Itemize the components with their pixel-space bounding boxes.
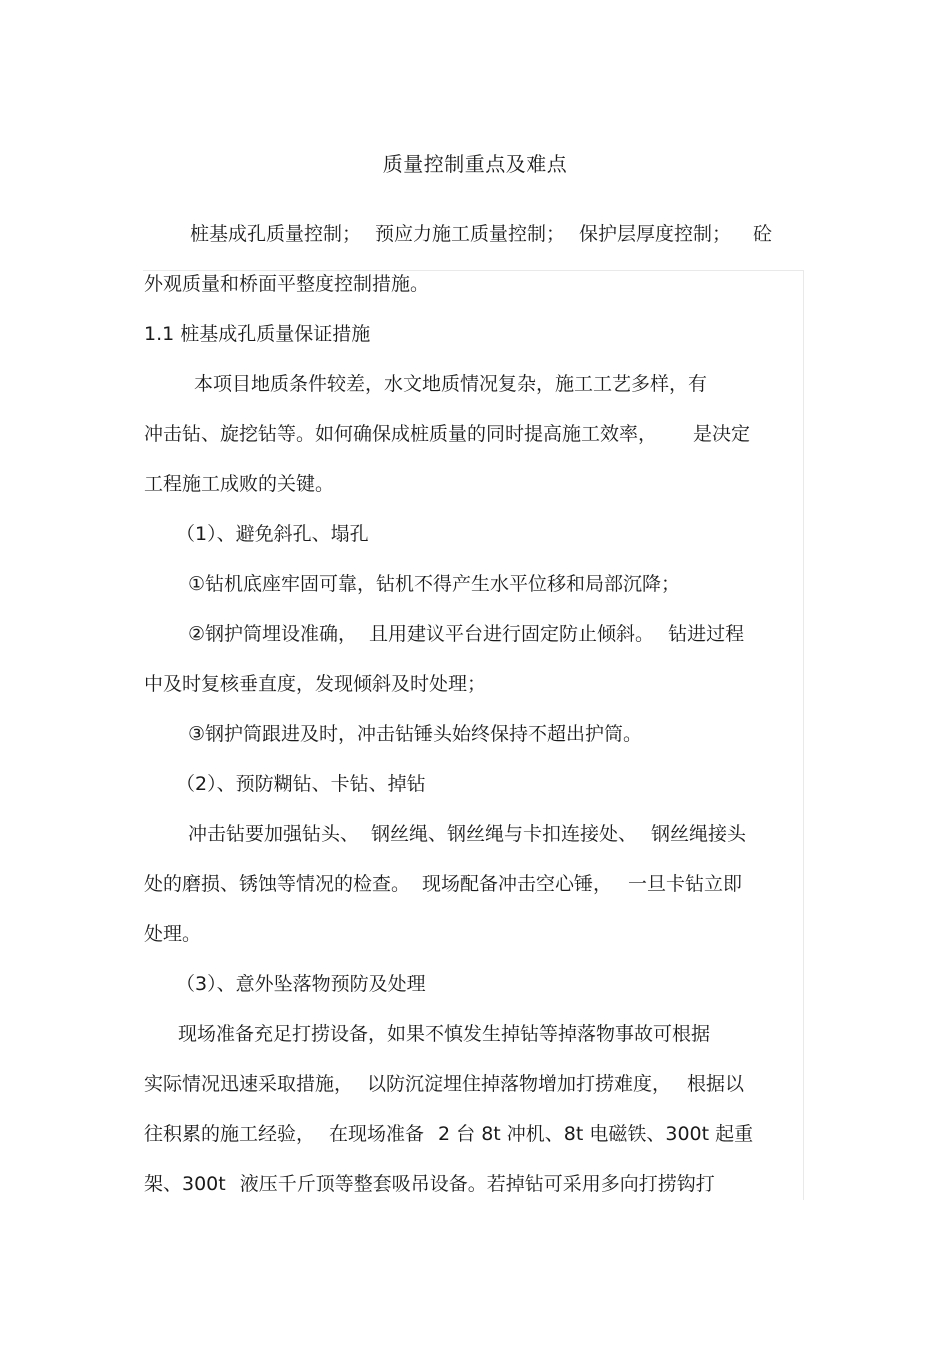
text-segment: 以防沉淀埋住掉落物增加打捞难度， xyxy=(367,1073,672,1095)
paragraph-line xyxy=(190,222,772,246)
paragraph-line xyxy=(144,1072,744,1096)
text-segment: 且用建议平台进行固定防止倾斜。 xyxy=(369,623,655,645)
paragraph-line xyxy=(144,872,742,896)
text-segment: 液压千斤顶等整套吸吊设备。若掉钻可采用多向打捞钩打 xyxy=(239,1173,715,1195)
text-segment: 2 台 8t 冲机、8t 电磁铁、300t 起重 xyxy=(438,1123,754,1145)
text-segment: 钢丝绳、钢丝绳与卡扣连接处、 xyxy=(371,823,638,845)
paragraph-line xyxy=(144,422,750,446)
text-segment: 根据以 xyxy=(687,1073,745,1095)
document-title: 质量控制重点及难点 xyxy=(382,152,568,176)
text-segment: 一旦卡钻立即 xyxy=(628,873,743,895)
text-segment: 钢丝绳接头 xyxy=(651,823,747,845)
paragraph-line xyxy=(188,822,746,846)
text-segment: 冲击钻、旋挖钻等。如何确保成桩质量的同时提高施工效率， xyxy=(144,423,658,445)
text-segment: 钻进过程 xyxy=(668,623,745,645)
text-segment: 中及时复核垂直度，发现倾斜及时处理； xyxy=(144,673,487,695)
text-segment: 保护层厚度控制； xyxy=(579,223,732,245)
paragraph-line xyxy=(188,622,744,646)
text-segment: 本项目地质条件较差，水文地质情况复杂，施工工艺多样，有 xyxy=(194,373,708,395)
text-segment: （3）、意外坠落物预防及处理 xyxy=(176,973,426,995)
text-segment: 1.1 桩基成孔质量保证措施 xyxy=(144,323,371,345)
text-segment: 处理。 xyxy=(144,923,202,945)
paragraph-line xyxy=(144,1172,715,1196)
subsection-heading xyxy=(176,522,369,546)
text-segment: 桩基成孔质量控制； xyxy=(190,223,362,245)
text-segment: （2）、预防糊钻、卡钻、掉钻 xyxy=(176,773,426,795)
text-segment: 工程施工成败的关键。 xyxy=(144,473,335,495)
paragraph-line xyxy=(188,722,642,746)
paragraph-line xyxy=(194,372,707,396)
subsection-heading xyxy=(176,972,426,996)
section-heading xyxy=(144,322,370,346)
text-segment: 在现场准备 xyxy=(329,1123,425,1145)
text-segment: 冲击钻要加强钻头、 xyxy=(188,823,360,845)
text-segment: 砼 xyxy=(753,223,773,245)
text-segment: 架、300t xyxy=(144,1173,226,1195)
text-segment: 现场准备充足打捞设备，如果不慎发生掉钻等掉落物事故可根据 xyxy=(178,1023,711,1045)
text-segment: 外观质量和桥面平整度控制措施。 xyxy=(144,273,430,295)
paragraph-line xyxy=(144,272,429,296)
paragraph-line xyxy=(144,1122,753,1146)
text-segment: 实际情况迅速采取措施， xyxy=(144,1073,354,1095)
text-segment: ①钻机底座牢固可靠，钻机不得产生水平位移和局部沉降； xyxy=(188,573,681,595)
paragraph-line xyxy=(188,572,680,596)
paragraph-line xyxy=(144,672,486,696)
text-segment: （1）、避免斜孔、塌孔 xyxy=(176,523,369,545)
paragraph-line xyxy=(144,472,334,496)
text-segment: 预应力施工质量控制； xyxy=(375,223,566,245)
paragraph-line xyxy=(178,1022,710,1046)
text-segment: ②钢护筒埋设准确， xyxy=(188,623,358,645)
text-segment: 是决定 xyxy=(693,423,751,445)
text-segment: 往积累的施工经验， xyxy=(144,1123,316,1145)
text-segment: 处的磨损、锈蚀等情况的检查。 xyxy=(144,873,411,895)
paragraph-line xyxy=(144,922,201,946)
text-segment: ③钢护筒跟进及时，冲击钻锤头始终保持不超出护筒。 xyxy=(188,723,643,745)
subsection-heading xyxy=(176,772,426,796)
text-segment: 现场配备冲击空心锤， xyxy=(422,873,613,895)
